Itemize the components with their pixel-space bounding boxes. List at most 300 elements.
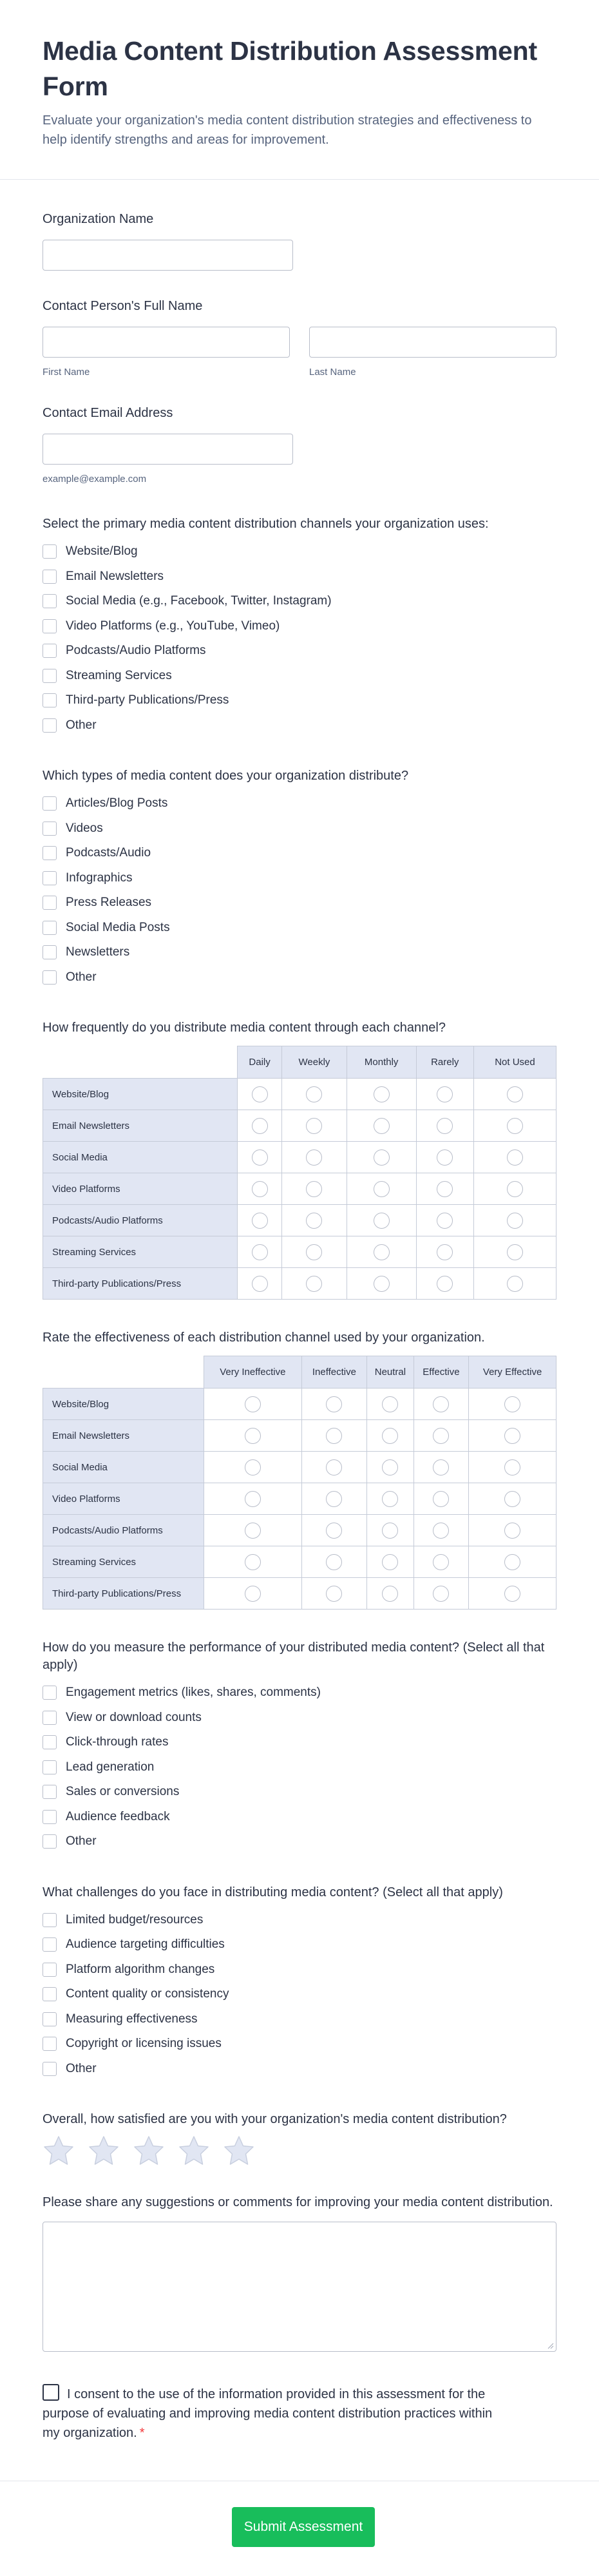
checkbox-label: Infographics <box>66 870 133 885</box>
matrix-row <box>43 1515 556 1546</box>
checkbox[interactable] <box>43 718 57 733</box>
radio-button[interactable] <box>433 1586 449 1602</box>
question-label: How do you measure the performance of your distributed media content? (Select all that apply) <box>43 1640 545 1672</box>
radio-button[interactable] <box>245 1459 261 1475</box>
matrix-cell <box>347 1079 416 1110</box>
radio-button[interactable] <box>252 1149 268 1166</box>
matrix-row-label: Streaming Services <box>43 1236 238 1268</box>
matrix-cell <box>204 1483 302 1515</box>
checkbox-label: View or download counts <box>66 1710 202 1724</box>
matrix-cell <box>301 1483 366 1515</box>
matrix-row-label: Streaming Services <box>43 1546 204 1578</box>
radio-button[interactable] <box>382 1396 398 1412</box>
matrix-cell <box>238 1205 282 1236</box>
radio-button[interactable] <box>306 1181 322 1197</box>
matrix-row <box>43 1420 556 1452</box>
matrix-row-label: Podcasts/Audio Platforms <box>43 1515 204 1546</box>
matrix-cell <box>238 1110 282 1142</box>
matrix-cell <box>416 1205 473 1236</box>
checkbox-option[interactable] <box>43 1780 556 1805</box>
radio-button[interactable] <box>382 1428 398 1444</box>
matrix-row <box>43 1236 556 1268</box>
radio-button[interactable] <box>437 1213 453 1229</box>
matrix-cell <box>347 1110 416 1142</box>
checkbox-option[interactable] <box>43 916 556 941</box>
matrix-cell <box>469 1483 556 1515</box>
radio-button[interactable] <box>504 1554 520 1570</box>
content-types-question <box>43 767 556 990</box>
checkbox-label: Press Releases <box>66 896 152 910</box>
matrix-row <box>43 1578 556 1610</box>
matrix-cell <box>204 1452 302 1483</box>
matrix-cell <box>282 1268 347 1300</box>
matrix-cell <box>204 1389 302 1420</box>
checkbox-label: Social Media Posts <box>66 920 170 934</box>
matrix-column-header: Very Ineffective <box>204 1356 302 1389</box>
radio-button[interactable] <box>245 1554 261 1570</box>
radio-button[interactable] <box>306 1086 322 1102</box>
checkbox-option[interactable] <box>43 1755 556 1780</box>
matrix-row-label: Video Platforms <box>43 1173 238 1205</box>
matrix-cell <box>204 1515 302 1546</box>
matrix-cell <box>238 1268 282 1300</box>
matrix-column-header: Weekly <box>282 1046 347 1079</box>
radio-button[interactable] <box>504 1428 520 1444</box>
radio-button[interactable] <box>326 1396 342 1412</box>
radio-button[interactable] <box>437 1244 453 1260</box>
matrix-cell <box>414 1483 469 1515</box>
matrix-cell <box>414 1389 469 1420</box>
radio-button[interactable] <box>437 1149 453 1166</box>
checkbox-label: Other <box>66 1834 97 1849</box>
checkbox-option[interactable] <box>43 866 556 891</box>
checkbox-option[interactable] <box>43 2007 556 2032</box>
star-icon[interactable] <box>43 2135 75 2167</box>
radio-button[interactable] <box>245 1491 261 1507</box>
radio-button[interactable] <box>504 1459 520 1475</box>
radio-button[interactable] <box>437 1276 453 1292</box>
radio-button[interactable] <box>437 1118 453 1134</box>
checkbox[interactable] <box>43 1686 57 1700</box>
matrix-row <box>43 1079 556 1110</box>
matrix-cell <box>469 1452 556 1483</box>
checkbox[interactable] <box>43 896 57 910</box>
matrix-row-label: Website/Blog <box>43 1079 238 1110</box>
matrix-cell <box>282 1142 347 1173</box>
radio-button[interactable] <box>374 1118 390 1134</box>
matrix-column-header: Ineffective <box>301 1356 366 1389</box>
radio-button[interactable] <box>507 1244 523 1260</box>
checkbox-list <box>43 791 556 990</box>
checkbox-option[interactable] <box>43 1680 556 1706</box>
checkbox[interactable] <box>43 1913 57 1927</box>
radio-button[interactable] <box>382 1586 398 1602</box>
radio-button[interactable] <box>252 1086 268 1102</box>
matrix-cell <box>416 1110 473 1142</box>
checkbox[interactable] <box>43 1711 57 1725</box>
radio-button[interactable] <box>382 1523 398 1539</box>
checkbox[interactable] <box>43 544 57 559</box>
checkbox-option[interactable] <box>43 965 556 990</box>
matrix-cell <box>414 1452 469 1483</box>
radio-button[interactable] <box>245 1396 261 1412</box>
checkbox-label: Content quality or consistency <box>66 1987 229 2001</box>
checkbox-label: Email Newsletters <box>66 569 164 583</box>
matrix-cell <box>473 1142 556 1173</box>
checkbox[interactable] <box>43 945 57 959</box>
matrix-cell <box>367 1420 414 1452</box>
radio-button[interactable] <box>306 1118 322 1134</box>
radio-button[interactable] <box>507 1149 523 1166</box>
radio-button[interactable] <box>507 1213 523 1229</box>
checkbox[interactable] <box>43 2037 57 2051</box>
star-rating <box>43 2135 556 2167</box>
checkbox-list <box>43 539 556 738</box>
radio-button[interactable] <box>382 1459 398 1475</box>
radio-button[interactable] <box>326 1491 342 1507</box>
email-input[interactable] <box>43 434 293 465</box>
radio-button[interactable] <box>374 1276 390 1292</box>
consent-text: I consent to the use of the information provided in this assessment for the purpose of evaluating and improving media content distribution practices within my organization. <box>43 2387 493 2440</box>
checkbox-label: Limited budget/resources <box>66 1912 204 1927</box>
matrix-column-header: Effective <box>414 1356 469 1389</box>
checkbox-label: Lead generation <box>66 1760 155 1774</box>
radio-button[interactable] <box>433 1428 449 1444</box>
radio-button[interactable] <box>504 1396 520 1412</box>
radio-button[interactable] <box>245 1428 261 1444</box>
matrix-corner <box>43 1356 204 1389</box>
matrix-cell <box>469 1420 556 1452</box>
checkbox-label: Articles/Blog Posts <box>66 796 168 811</box>
radio-button[interactable] <box>433 1554 449 1570</box>
matrix-cell <box>347 1236 416 1268</box>
checkbox-label: Other <box>66 2061 97 2075</box>
radio-button[interactable] <box>374 1181 390 1197</box>
radio-button[interactable] <box>382 1554 398 1570</box>
matrix-row <box>43 1173 556 1205</box>
checkbox-option[interactable] <box>43 664 556 689</box>
radio-button[interactable] <box>306 1149 322 1166</box>
frequency-question <box>43 1019 556 1300</box>
checkbox-label: Other <box>66 970 97 984</box>
radio-button[interactable] <box>252 1244 268 1260</box>
radio-button[interactable] <box>382 1491 398 1507</box>
checkbox-option[interactable] <box>43 639 556 664</box>
radio-button[interactable] <box>252 1181 268 1197</box>
matrix-corner <box>43 1046 238 1079</box>
checkbox-label: Audience feedback <box>66 1809 170 1823</box>
checkbox-option[interactable] <box>43 1932 556 1957</box>
matrix-cell <box>473 1110 556 1142</box>
radio-button[interactable] <box>326 1523 342 1539</box>
radio-button[interactable] <box>252 1213 268 1229</box>
checkbox[interactable] <box>43 1987 57 2001</box>
checkbox-label: Videos <box>66 821 103 835</box>
matrix-cell <box>347 1205 416 1236</box>
checkbox[interactable] <box>43 1937 57 1952</box>
star-icon[interactable] <box>133 2135 165 2167</box>
radio-button[interactable] <box>326 1428 342 1444</box>
checkbox-option[interactable] <box>43 816 556 841</box>
first-name-input[interactable] <box>43 327 290 358</box>
question-label: Organization Name <box>43 212 154 226</box>
matrix-cell <box>301 1420 366 1452</box>
radio-button[interactable] <box>374 1244 390 1260</box>
checkbox-option[interactable] <box>43 1829 556 1854</box>
checkbox-option[interactable] <box>43 2057 556 2082</box>
checkbox[interactable] <box>43 1785 57 1799</box>
channels-question <box>43 515 556 738</box>
radio-button[interactable] <box>374 1213 390 1229</box>
checkbox-option[interactable] <box>43 1908 556 1933</box>
matrix-cell <box>347 1142 416 1173</box>
checkbox[interactable] <box>43 1810 57 1824</box>
matrix-row <box>43 1110 556 1142</box>
matrix-row <box>43 1483 556 1515</box>
radio-button[interactable] <box>326 1554 342 1570</box>
matrix-row-label: Website/Blog <box>43 1389 204 1420</box>
matrix-cell <box>301 1578 366 1610</box>
radio-button[interactable] <box>507 1086 523 1102</box>
question-label: Contact Person's Full Name <box>43 299 203 313</box>
checkbox[interactable] <box>43 693 57 707</box>
radio-button[interactable] <box>245 1586 261 1602</box>
matrix-cell <box>204 1546 302 1578</box>
required-asterisk: * <box>139 2426 145 2440</box>
radio-button[interactable] <box>245 1523 261 1539</box>
matrix-cell <box>469 1515 556 1546</box>
checkbox-option[interactable] <box>43 2032 556 2057</box>
radio-button[interactable] <box>374 1086 390 1102</box>
matrix-cell <box>204 1578 302 1610</box>
star-icon[interactable] <box>88 2135 120 2167</box>
matrix-cell <box>282 1205 347 1236</box>
checkbox-list <box>43 1908 556 2082</box>
question-label: Select the primary media content distribution channels your organization uses: <box>43 517 489 531</box>
matrix-cell <box>367 1389 414 1420</box>
form-title: Media Content Distribution Assessment Form <box>43 36 537 101</box>
checkbox[interactable] <box>43 644 57 658</box>
matrix-row <box>43 1268 556 1300</box>
form-header <box>0 0 599 180</box>
matrix-column-header: Not Used <box>473 1046 556 1079</box>
radio-button[interactable] <box>504 1523 520 1539</box>
matrix-row <box>43 1142 556 1173</box>
checkbox-option[interactable] <box>43 614 556 639</box>
form-description: Evaluate your organization's media content distribution strategies and effectiveness to help identify strengths and areas for improvement. <box>43 113 532 147</box>
matrix-column-header: Very Effective <box>469 1356 556 1389</box>
checkbox-label: Third-party Publications/Press <box>66 693 229 707</box>
checkbox-option[interactable] <box>43 539 556 564</box>
question-label: How frequently do you distribute media content through each channel? <box>43 1021 446 1035</box>
radio-button[interactable] <box>507 1181 523 1197</box>
matrix-cell <box>367 1515 414 1546</box>
checkbox-option[interactable] <box>43 688 556 713</box>
organization-name-input[interactable] <box>43 240 293 271</box>
checkbox[interactable] <box>43 822 57 836</box>
checkbox[interactable] <box>43 669 57 683</box>
matrix-row <box>43 1389 556 1420</box>
email-sublabel: example@example.com <box>43 474 147 485</box>
matrix-row-label: Social Media <box>43 1452 204 1483</box>
checkbox[interactable] <box>43 921 57 935</box>
checkbox-option[interactable] <box>43 890 556 916</box>
matrix-row-label: Email Newsletters <box>43 1420 204 1452</box>
star-icon[interactable] <box>223 2135 255 2167</box>
matrix-cell <box>238 1142 282 1173</box>
checkbox-option[interactable] <box>43 1982 556 2007</box>
question-label: Overall, how satisfied are you with your organization's media content distribution? <box>43 2112 507 2126</box>
checkbox[interactable] <box>43 796 57 811</box>
checkbox[interactable] <box>43 871 57 885</box>
matrix-cell <box>301 1389 366 1420</box>
suggestions-question <box>43 2194 556 2352</box>
radio-button[interactable] <box>306 1276 322 1292</box>
checkbox-option[interactable] <box>43 1730 556 1755</box>
question-label: Rate the effectiveness of each distribution channel used by your organization. <box>43 1331 485 1345</box>
contact-name-question <box>43 298 556 378</box>
radio-button[interactable] <box>306 1244 322 1260</box>
checkbox-label: Podcasts/Audio <box>66 846 151 860</box>
question-label: Contact Email Address <box>43 406 173 420</box>
checkbox[interactable] <box>43 2012 57 2026</box>
star-icon[interactable] <box>178 2135 210 2167</box>
form-body <box>0 211 599 2443</box>
radio-button[interactable] <box>433 1396 449 1412</box>
matrix-cell <box>469 1578 556 1610</box>
matrix-cell <box>473 1236 556 1268</box>
matrix-row <box>43 1205 556 1236</box>
radio-button[interactable] <box>252 1118 268 1134</box>
checkbox-option[interactable] <box>43 589 556 614</box>
checkbox-option[interactable] <box>43 713 556 738</box>
matrix-row-label: Podcasts/Audio Platforms <box>43 1205 238 1236</box>
checkbox-option[interactable] <box>43 791 556 816</box>
checkbox-label: Video Platforms (e.g., YouTube, Vimeo) <box>66 619 280 633</box>
checkbox-option[interactable] <box>43 564 556 590</box>
checkbox-label: Copyright or licensing issues <box>66 2037 222 2051</box>
checkbox[interactable] <box>43 594 57 608</box>
question-label: What challenges do you face in distributing media content? (Select all that apply) <box>43 1885 503 1899</box>
matrix-cell <box>473 1205 556 1236</box>
form-footer <box>0 2481 599 2576</box>
checkbox[interactable] <box>43 1760 57 1774</box>
consent-checkbox[interactable] <box>43 2384 59 2401</box>
matrix-cell <box>367 1483 414 1515</box>
matrix-cell <box>416 1142 473 1173</box>
checkbox-option[interactable] <box>43 841 556 866</box>
radio-button[interactable] <box>437 1086 453 1102</box>
challenges-question <box>43 1884 556 2082</box>
matrix-cell <box>414 1420 469 1452</box>
matrix-cell <box>416 1268 473 1300</box>
matrix-cell <box>282 1173 347 1205</box>
matrix-cell <box>367 1546 414 1578</box>
radio-button[interactable] <box>326 1586 342 1602</box>
checkbox-label: Audience targeting difficulties <box>66 1937 225 1952</box>
checkbox-label: Streaming Services <box>66 668 172 682</box>
consent-field <box>43 2384 493 2443</box>
checkbox-label: Other <box>66 718 97 732</box>
radio-button[interactable] <box>507 1276 523 1292</box>
matrix-cell <box>414 1515 469 1546</box>
checkbox-label: Social Media (e.g., Facebook, Twitter, Instagram) <box>66 594 332 608</box>
matrix-cell <box>414 1546 469 1578</box>
radio-button[interactable] <box>504 1586 520 1602</box>
effectiveness-matrix <box>43 1356 556 1610</box>
checkbox[interactable] <box>43 970 57 985</box>
checkbox[interactable] <box>43 619 57 633</box>
resize-grip-icon[interactable] <box>546 2341 554 2349</box>
checkbox-option[interactable] <box>43 1805 556 1830</box>
last-name-input[interactable] <box>309 327 556 358</box>
matrix-cell <box>301 1515 366 1546</box>
matrix-row <box>43 1546 556 1578</box>
matrix-row <box>43 1452 556 1483</box>
radio-button[interactable] <box>306 1213 322 1229</box>
matrix-cell <box>282 1236 347 1268</box>
checkbox-label: Podcasts/Audio Platforms <box>66 644 206 658</box>
matrix-cell <box>347 1268 416 1300</box>
radio-button[interactable] <box>433 1523 449 1539</box>
checkbox[interactable] <box>43 1963 57 1977</box>
radio-button[interactable] <box>507 1118 523 1134</box>
matrix-row-label: Third-party Publications/Press <box>43 1578 204 1610</box>
checkbox[interactable] <box>43 2062 57 2076</box>
radio-button[interactable] <box>504 1491 520 1507</box>
matrix-cell <box>416 1173 473 1205</box>
radio-button[interactable] <box>433 1491 449 1507</box>
submit-button[interactable]: Submit Assessment <box>232 2507 375 2547</box>
effectiveness-question <box>43 1329 556 1610</box>
checkbox-option[interactable] <box>43 940 556 965</box>
radio-button[interactable] <box>437 1181 453 1197</box>
radio-button[interactable] <box>374 1149 390 1166</box>
matrix-cell <box>282 1079 347 1110</box>
checkbox-label: Measuring effectiveness <box>66 2012 198 2026</box>
matrix-cell <box>416 1079 473 1110</box>
matrix-cell <box>238 1173 282 1205</box>
matrix-cell <box>416 1236 473 1268</box>
matrix-row-label: Video Platforms <box>43 1483 204 1515</box>
matrix-cell <box>469 1389 556 1420</box>
satisfaction-question <box>43 2111 556 2167</box>
radio-button[interactable] <box>433 1459 449 1475</box>
matrix-row-label: Third-party Publications/Press <box>43 1268 238 1300</box>
matrix-row-label: Email Newsletters <box>43 1110 238 1142</box>
matrix-cell <box>473 1268 556 1300</box>
email-question <box>43 405 556 485</box>
checkbox[interactable] <box>43 570 57 584</box>
matrix-cell <box>282 1110 347 1142</box>
matrix-cell <box>301 1546 366 1578</box>
matrix-cell <box>204 1420 302 1452</box>
checkbox-label: Sales or conversions <box>66 1785 180 1799</box>
matrix-column-header: Daily <box>238 1046 282 1079</box>
checkbox[interactable] <box>43 1735 57 1749</box>
matrix-column-header: Monthly <box>347 1046 416 1079</box>
matrix-column-header: Neutral <box>367 1356 414 1389</box>
checkbox[interactable] <box>43 1834 57 1849</box>
radio-button[interactable] <box>252 1276 268 1292</box>
suggestions-textarea[interactable] <box>43 2222 556 2352</box>
checkbox-label: Click-through rates <box>66 1735 169 1749</box>
radio-button[interactable] <box>326 1459 342 1475</box>
checkbox-option[interactable] <box>43 1706 556 1731</box>
checkbox-option[interactable] <box>43 1957 556 1983</box>
checkbox-label: Platform algorithm changes <box>66 1962 215 1976</box>
checkbox[interactable] <box>43 846 57 860</box>
